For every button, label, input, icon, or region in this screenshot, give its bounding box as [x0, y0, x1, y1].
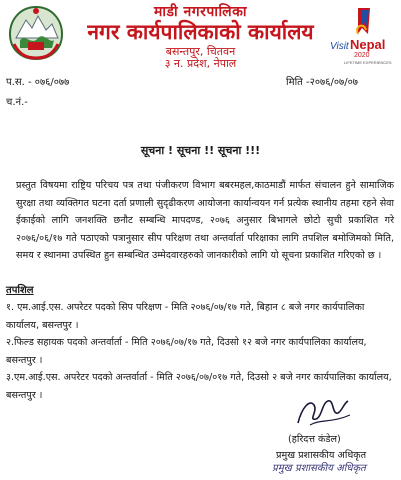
- letter-reference: प.स. - ०७६/०७७: [6, 77, 70, 88]
- signatory-title: प्रमुख प्रशासकीय अधिकृत: [276, 450, 367, 461]
- visit-nepal-2020-logo-icon: [328, 4, 398, 66]
- handwritten-signature-icon: [292, 393, 356, 431]
- dispatch-number: च.नं.-: [6, 97, 28, 108]
- office-title: नगर कार्यपालिकाको कार्यालय: [87, 20, 314, 44]
- schedule-item: १. एम.आई.एस. अपरेटर पदको सिप परिक्षण - मिति २०७६/०७/१७ गते, बिहान ८ बजे नगर कार्यपालिका कार्यालय, बसन्तपुर ।: [6, 302, 365, 331]
- nepal-text: Nepal: [350, 37, 386, 52]
- office-address: बसन्तपुर, चितवन: [165, 45, 236, 58]
- municipality-name: माडी नगरपालिका: [154, 4, 247, 20]
- notice-heading: सूचना ! सूचना !! सूचना !!!: [140, 144, 261, 157]
- visit-text: Visit: [330, 41, 349, 52]
- schedule-item: ३.एम.आई.एस. अपरेटर पदको अन्तर्वार्ता - मिति २०७६/०७/०१७ गते, दिउसो २ बजे नगर कार्यपालिका कार्यालय, बसन्तपुर ।: [6, 372, 392, 401]
- official-stamp: प्रमुख प्रशासकीय अधिकृत: [272, 463, 366, 474]
- schedule-item: २.फिल्ड सहायक पदको अन्तर्वार्ता - मिति २०७६/०७/१७ गते, दिउसो १२ बजे नगर कार्यपालिका कार्यालय, बसन्तपुर ।: [6, 337, 367, 366]
- notice-body: प्रस्तुत विषयमा राष्ट्रिय परिचय पत्र तथा पंजीकरण विभाग बबरमहल,काठमाडौं मार्फत संचालन हुने सामाजिक सुरक्षा तथा व्यक्तिगत घटना दर्ता प्रणाली सुदृढीकरण आयोजना कार्यान्वयन गर्न प्रत्येक स्थानीय तहमा रहने सेवा ईकाईको लागि जनशक्ति छनौट सम्बन्धि मापदण्ड, २०७६ अनुसार बिभागले छोटो सुची प्रकाशित गरे २०७६/०६/१७ गते पठाएको पत्रानुसार सीप परिक्षण तथा अन्तर्वार्ता परिक्षाका लागि तपशिल बमोजिमको मिति, समय र स्थानमा उपस्थित हुन सम्बन्धित उम्मेदवारहरुको जानकारीको लागि यो सूचना प्रकाशित गरिएको छ ।: [16, 180, 394, 261]
- tagline-text: LIFETIME EXPERIENCES: [344, 60, 392, 65]
- office-province: ३ न. प्रदेश, नेपाल: [164, 57, 237, 70]
- year-text: 2020: [354, 52, 370, 59]
- signatory-name: (हरिदत्त कंडेल): [288, 434, 341, 445]
- schedule-heading: तपशिल: [6, 285, 34, 296]
- letter-date: मिति -२०७६/०७/०७: [286, 77, 358, 88]
